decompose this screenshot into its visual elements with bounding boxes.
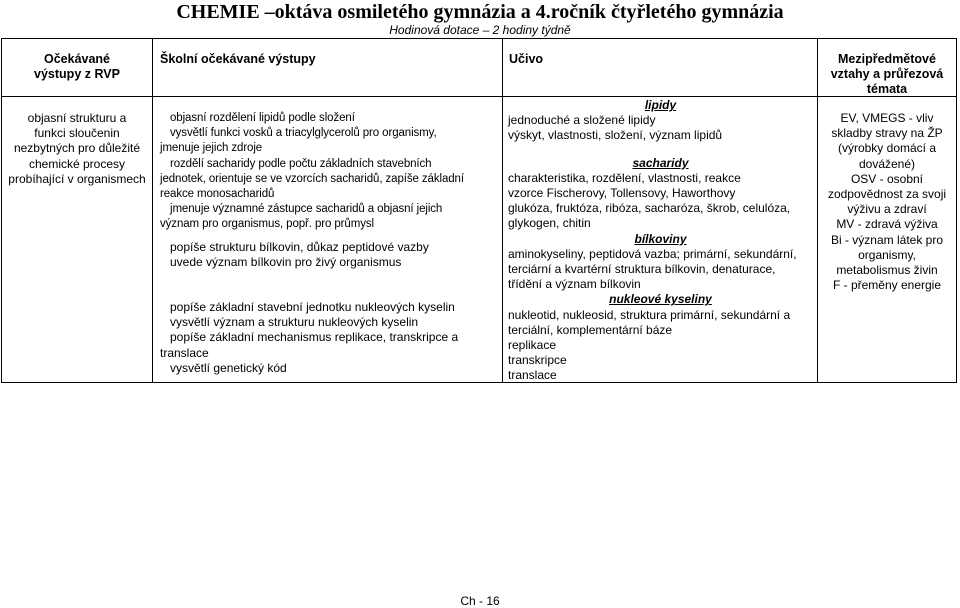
page-number: Ch - 16: [460, 594, 500, 608]
curriculum-content: lipidy jednoduché a složené lipidy výskyt, vlastnosti, složení, význam lipidů sacharidy charakteristika, rozdělení, vlastnosti, reakce vzorce Fischerovy, Tollensovy, Haworthovy glukóza, fruktóza, ribóza, sacharóza, škrob, celulóza, glykogen, chitin bílkoviny aminokyseliny, peptidová vazba; primární, sekundární, terciární a kvartérní struktura bílkovin, denaturace, třídění a význam bílkovin nukleové kyseliny nukleotid, nukleosid, struktura primární, sekundární a terciální, komplementární báze replikace transkripce translace: [508, 98, 813, 384]
header-divider: [2, 96, 956, 97]
school-outputs-nucleic-acids: popíše základní stavební jednotku nukleových kyselin vysvětlí význam a strukturu nukleových kyselin popíše základní mechanismus replikace, transkripce a translace vysvětlí genetický kód: [160, 300, 459, 375]
header-curriculum: Učivo: [509, 52, 544, 66]
topic-saccharides: sacharidy: [632, 155, 689, 170]
topic-nucleic-acids: nukleové kyseliny: [609, 292, 712, 307]
header-rvp-outputs: Očekávané výstupy z RVP: [34, 52, 120, 81]
rvp-outputs-text: objasní strukturu a funkci sloučenin nezbytných pro důležité chemické procesy probíhající v organismech: [8, 111, 146, 186]
page-title: CHEMIE –oktáva osmiletého gymnázia a 4.ročník čtyřletého gymnázia: [176, 1, 784, 23]
school-outputs-lipids: objasní rozdělení lipidů podle složení vysvětlí funkci vosků a triacylglycerolů pro organismy, jmenuje jejich zdroje rozdělí sacharidy podle počtu základních stavebních jednotek, orientuje se ve vzorcích sacharidů, zapíše základní reakce monosacharidů jmenuje významné zástupce sacharidů a objasní jejich význam pro organismus, popř. pro průmysl: [160, 112, 464, 231]
column-divider: [152, 39, 153, 382]
header-cross-curricular: Mezipředmětové vztahy a průřezová témata: [830, 52, 944, 96]
topic-lipids: lipidy: [644, 98, 677, 112]
column-divider: [502, 39, 503, 382]
cross-curricular-text: EV, VMEGS - vliv skladby stravy na ŽP (výrobky domácí a dovážené) OSV - osobní zodpovědnost za svoji výživu a zdraví MV - zdravá výživa Bi - význam látek pro organismy, metabolismus živin F - přeměny energie: [827, 111, 947, 293]
header-school-outputs: Školní očekávané výstupy: [160, 52, 316, 66]
curriculum-table: [1, 38, 957, 383]
page-subtitle: Hodinová dotace – 2 hodiny týdně: [389, 23, 571, 37]
topic-proteins: bílkoviny: [634, 231, 687, 246]
school-outputs-proteins: popíše strukturu bílkovin, důkaz peptidové vazby uvede význam bílkovin pro živý organismus: [170, 240, 429, 270]
